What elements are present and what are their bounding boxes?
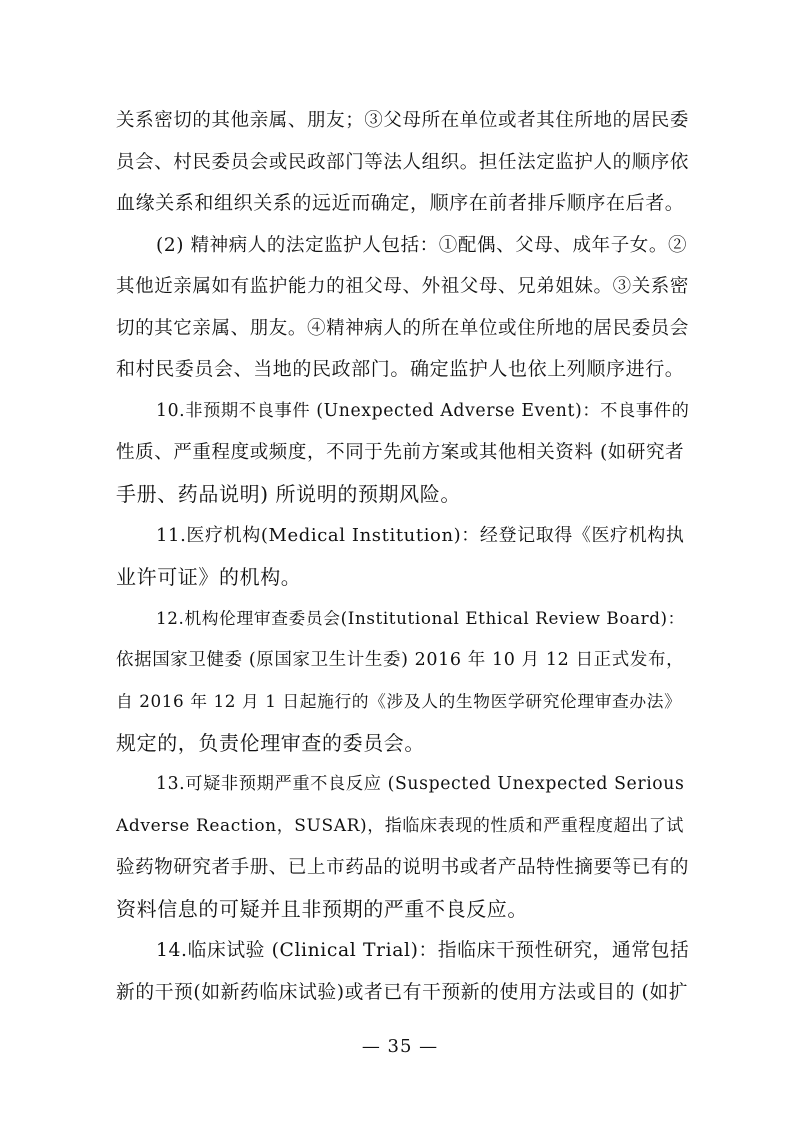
text-line: 10.非预期不良事件 (Unexpected Adverse Event)：不良事件的 bbox=[156, 400, 690, 421]
paragraph bbox=[116, 598, 688, 764]
paragraph bbox=[116, 515, 688, 598]
text-line: 依据国家卫健委 (原国家卫生计生委) 2016 年 10 月 12 日正式发布， bbox=[116, 649, 685, 670]
text-line: 新的干预(如新药临床试验)或者已有干预新的使用方法或目的 (如扩 bbox=[116, 981, 689, 1003]
text-line: 12.机构伦理审查委员会(Institutional Ethical Review Board)： bbox=[156, 608, 686, 628]
text-line: 11.医疗机构(Medical Institution)：经登记取得《医疗机构执 bbox=[156, 525, 685, 546]
text-line: 资料信息的可疑并且非预期的严重不良反应。 bbox=[116, 896, 528, 921]
text-line: 其他近亲属如有监护能力的祖父母、外祖父母、兄弟姐妹。③关系密 bbox=[116, 276, 690, 297]
text-line: 自 2016 年 12 月 1 日起施行的《涉及人的生物医学研究伦理审查办法》 bbox=[116, 691, 682, 711]
paragraph bbox=[116, 930, 688, 1013]
text-line: 血缘关系和组织关系的远近而确定，顺序在前者排斥顺序在后者。 bbox=[116, 192, 685, 214]
document-body bbox=[116, 100, 688, 1013]
page-number: — 35 — bbox=[361, 1036, 439, 1057]
text-line: 手册、药品说明) 所说明的预期风险。 bbox=[116, 481, 461, 506]
paragraph bbox=[116, 100, 688, 225]
text-line: (2) 精神病人的法定监护人包括：①配偶、父母、成年子女。② bbox=[156, 234, 688, 256]
paragraph bbox=[116, 764, 688, 930]
text-line: 和村民委员会、当地的民政部门。确定监护人也依上列顺序进行。 bbox=[116, 358, 685, 380]
text-line: 14.临床试验 (Clinical Trial)：指临床干预性研究，通常包括 bbox=[156, 940, 690, 961]
text-line: 业许可证》的机构。 bbox=[116, 564, 302, 589]
text-line: 员会、村民委员会或民政部门等法人组织。担任法定监护人的顺序依 bbox=[116, 151, 690, 173]
text-line: 规定的，负责伦理审查的委员会。 bbox=[116, 730, 425, 755]
text-line: 13.可疑非预期严重不良反应 (Suspected Unexpected Serious bbox=[156, 774, 685, 794]
text-line: 验药物研究者手册、已上市药品的说明书或者产品特性摘要等已有的 bbox=[116, 857, 690, 878]
paragraph bbox=[116, 391, 688, 516]
text-line: 性质、严重程度或频度，不同于先前方案或其他相关资料 (如研究者 bbox=[116, 442, 685, 463]
text-line: Adverse Reaction，SUSAR)，指临床表现的性质和严重程度超出了试 bbox=[116, 815, 685, 836]
paragraph bbox=[116, 225, 688, 391]
text-line: 切的其它亲属、朋友。④精神病人的所在单位或住所地的居民委员会 bbox=[116, 317, 690, 339]
text-line: 关系密切的其他亲属、朋友；③父母所在单位或者其住所地的居民委 bbox=[116, 110, 690, 131]
